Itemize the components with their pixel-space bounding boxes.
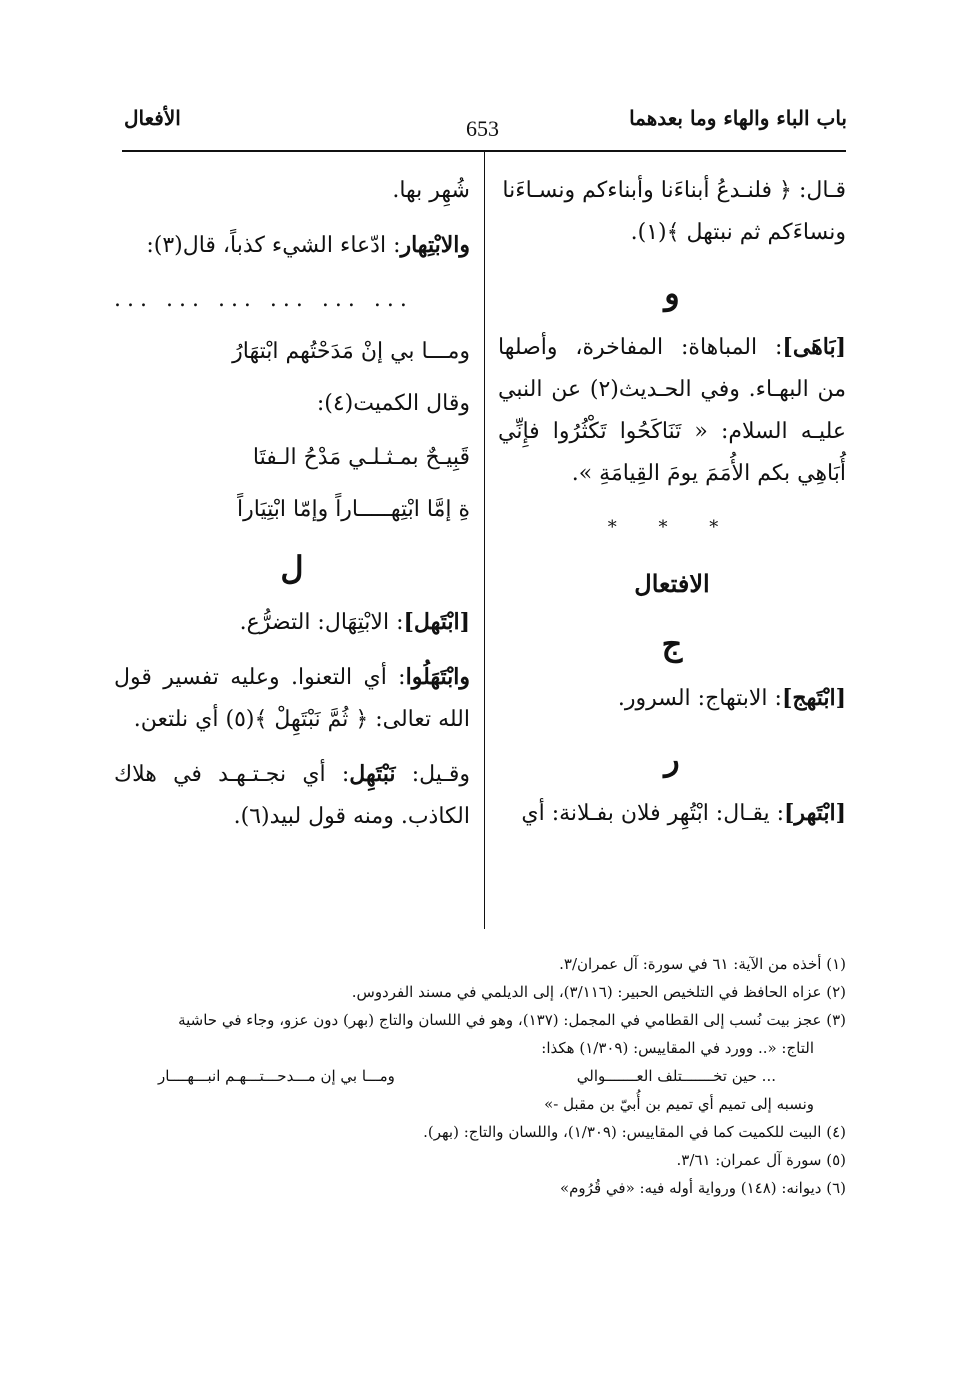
section-heading-iftial: الافتعال xyxy=(634,569,710,598)
letter-heading-ra: ر xyxy=(664,740,680,778)
entry-nabtahil xyxy=(114,753,470,838)
entry-bahi xyxy=(498,326,846,495)
running-head-section: الأفعال xyxy=(124,106,181,130)
footnote-3: (٣) عجز بيت نُسب إلى القطامي في المجمل: (١٣٧)، وهو في اللسان والتاج (بهر) دون عزو، وجاء في حاشية xyxy=(178,1011,846,1029)
verse-line-1: ومـــا بي إنْ مَدَحْتُهم ابْتهَارُ xyxy=(232,339,470,364)
footnote-3-verse-b: ومـــا بي إن مـــدحـــتـــهـم انبـــهــــار xyxy=(158,1067,395,1085)
headword-ibtahal: [ابْتَهل] xyxy=(403,609,470,635)
entry-ibtahaj-text: : الابتهاج: السرور. xyxy=(617,686,782,711)
footnote-2: (٢) عزاه الحافظ في التلخيص الحبير: (٣/١١٦)، إلى الديلمي في مسند الفردوس. xyxy=(351,983,846,1001)
quote-line-1: قـال: ﴿ فلنـدعُ أبناءَنا وأبناءكم ونسـاءَنا xyxy=(502,178,846,203)
verse-line-3: ةِ إمَّا ابْتِهـــــاراً وإمّا ابْتِيَاراً xyxy=(237,497,470,522)
footnote-3-verse-a: ... حين تخـــــــتلف العـــــــوالي xyxy=(576,1067,776,1085)
footnotes xyxy=(118,950,846,1202)
ellipsis-line: ... ... ... ... ... ... xyxy=(114,287,413,312)
footnote-3-attribution: ونسبه إلى تميم أي تميم بن أُبيّ بن مقبل -» xyxy=(544,1095,814,1113)
entry-ibtahal-text: : الابْتِهَال: التضرُّع. xyxy=(239,610,404,635)
entry-bahi-text: : المباهاة: المفاخرة، وأصلها من البهـاء. وفي الحـديث(٢) عن النبي عليـه السلام: « تَنَاكَحُوا تَكْثُرُوا فإِنِّي أُبَاهِي بكم الأُمَمَ يومَ القِيامَةِ ». xyxy=(498,335,846,486)
headword-bahi: [بَاهَى] xyxy=(782,334,846,360)
footnote-6: (٦) ديوانه: (١٤٨) ورواية أوله فيه: «في قُرُوم» xyxy=(559,1179,846,1197)
entry-ibtahalu xyxy=(114,656,470,741)
headword-ibtahar: [ابْتَهر] xyxy=(784,800,846,826)
running-head-chapter: باب الباء والهاء وما بعدهما xyxy=(629,106,847,130)
headword-ibtahaj: [ابْتَهج] xyxy=(781,685,846,711)
column-divider xyxy=(484,152,485,929)
entry-ibtahar-text: : يقـال: ابْتُهِر فلان بفـلانة: أي xyxy=(521,801,785,826)
letter-heading-lam: ل xyxy=(280,549,304,587)
entry-ibtahar xyxy=(498,792,846,835)
left-column xyxy=(114,170,470,850)
headword-ibtihar: والابْتِهار xyxy=(400,232,470,258)
entry-ibtahalu-text: : أي التعنوا. وعليه تفسير قول الله تعالى: ﴿ ثُمَّ نَبْتَهِلْ ﴾(٥) أي نلتعن. xyxy=(114,665,470,732)
footnote-3-cont: التاج: «.. وورد في المقاييس: (١/٣٠٩) هكذا: xyxy=(541,1039,814,1057)
footnote-1: (١) أخذه من الآية: ٦١ في سورة: آل عمران/٣. xyxy=(559,955,846,973)
footnote-4: (٤) البيت للكميت كما في المقاييس: (١/٣٠٩)، واللسان والتاج: (بهر). xyxy=(423,1123,846,1141)
continuation-line: شُهِر بها. xyxy=(392,178,470,203)
letter-heading-waw: و xyxy=(664,274,680,312)
section-separator: * * * xyxy=(607,517,737,538)
entry-ibtihar xyxy=(114,224,470,267)
quran-quote xyxy=(498,170,846,254)
verse-line-2: قَبِيـحٌ بمـثـلـي مَدْحُ الـفتَا xyxy=(252,445,470,470)
right-column xyxy=(498,170,846,847)
kumait-intro: وقال الكميت(٤): xyxy=(316,391,470,416)
page-number: 653 xyxy=(466,116,499,141)
entry-nabtahil-text: : أي نجـتـهـد في هلاك الكاذب. ومنه قول لبيد(٦). xyxy=(114,762,470,829)
entry-ibtahaj xyxy=(498,677,846,720)
entry-ibtahal xyxy=(114,601,470,644)
headword-nabtahil: نَبْتَهِل xyxy=(349,761,396,787)
footnote-5: (٥) سورة آل عمران: ٣/٦١. xyxy=(676,1151,846,1169)
letter-heading-jim: ج xyxy=(661,625,683,663)
entry-nabtahil-prefix: وقـيل: xyxy=(411,762,471,787)
headword-ibtahalu: وابْتَهَلُوا xyxy=(405,664,470,690)
quote-line-2: ونساءَكم ثم نبتهل ﴾(١). xyxy=(630,220,846,245)
footnote-3-verse xyxy=(118,1062,846,1090)
entry-ibtihar-text: : ادّعاء الشيء كذباً، قال(٣): xyxy=(146,233,401,258)
